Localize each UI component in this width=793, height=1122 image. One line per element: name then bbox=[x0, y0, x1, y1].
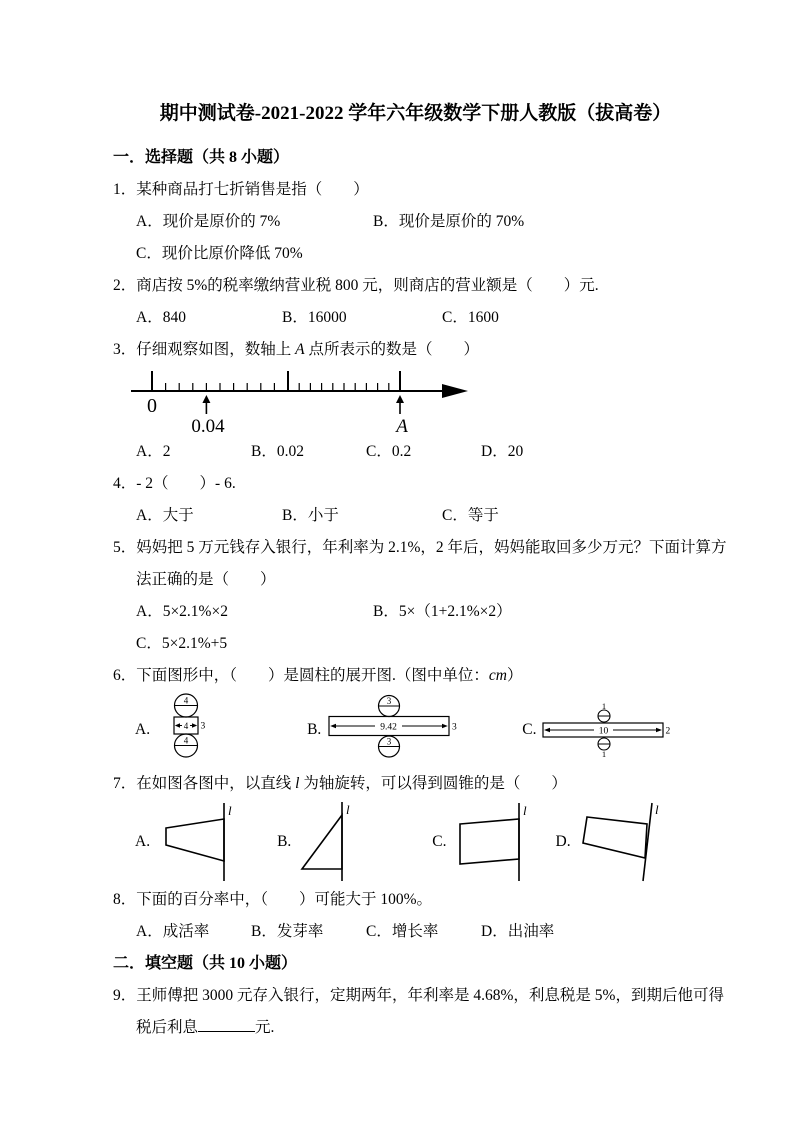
q4-option-c: C．等于 bbox=[442, 507, 499, 524]
q6-figure-a-cylinder-net bbox=[156, 693, 216, 767]
q6-stem-part1: 6．下面图形中，（ ）是圆柱的展开图.（图中单位： bbox=[113, 667, 489, 684]
q3-stem bbox=[113, 334, 733, 366]
q6a-bottom-diameter: 4 bbox=[183, 735, 189, 746]
q1-option-a: A．现价是原价的 7% bbox=[136, 213, 281, 230]
q6-stem-part2: ） bbox=[506, 667, 523, 684]
q7-stem-part2: 为轴旋转，可以得到圆锥的是（ ） bbox=[299, 775, 567, 792]
q5-options-row-2 bbox=[136, 628, 733, 660]
q9-answer-blank bbox=[198, 1017, 255, 1033]
q7-figure-c-label: C. bbox=[432, 833, 447, 850]
q6c-rect-height: 2 bbox=[665, 726, 670, 737]
q8-option-a: A．成活率 bbox=[136, 923, 210, 940]
q5-option-c: C．5×2.1%+5 bbox=[136, 635, 228, 652]
q6c-rect-width: 10 bbox=[598, 726, 608, 737]
q4-option-a: A．大于 bbox=[136, 507, 194, 524]
q3-stem-part2: 点所表示的数是（ ） bbox=[304, 341, 479, 358]
q1-option-b: B．现价是原价的 70% bbox=[373, 213, 525, 230]
q7-stem bbox=[113, 768, 733, 800]
q7-figure-a-trapezoid bbox=[156, 801, 241, 883]
q9-stem-prefix: 税后利息 bbox=[136, 1019, 199, 1036]
q6-stem-unit: cm bbox=[488, 667, 507, 684]
q2-option-c: C．1600 bbox=[442, 309, 499, 326]
q3-stem-part1: 3．仔细观察如图，数轴上 bbox=[113, 341, 296, 358]
q6-figures-row bbox=[135, 692, 733, 768]
q1-options-row-2 bbox=[136, 238, 733, 270]
q8-option-b: B．发芽率 bbox=[251, 923, 324, 940]
q3-option-a: A．2 bbox=[136, 443, 171, 460]
q8-options-row bbox=[136, 916, 733, 948]
q3-options-row bbox=[136, 436, 733, 468]
section-fill-heading: 二．填空题（共 10 小题） bbox=[113, 955, 298, 972]
q6-figure-c-label: C. bbox=[522, 721, 537, 738]
q7-figure-d-label: D. bbox=[555, 833, 571, 850]
q6b-rect-height: 3 bbox=[452, 722, 458, 733]
q7-figure-a-label: A. bbox=[135, 833, 151, 850]
section-choice-heading: 一．选择题（共 8 小题） bbox=[113, 149, 290, 166]
q7-figure-c-rectangle bbox=[451, 801, 536, 883]
q6b-bottom-diameter: 3 bbox=[387, 736, 392, 747]
q2-options-row bbox=[136, 302, 733, 334]
q6-stem bbox=[113, 660, 733, 692]
q6b-top-diameter: 3 bbox=[387, 696, 392, 706]
q7a-axis-label: l bbox=[228, 803, 232, 818]
q7-figure-b-label: B. bbox=[277, 833, 292, 850]
q5-stem-line2: 法正确的是（ ） bbox=[136, 571, 276, 588]
q6a-rect-width: 4 bbox=[183, 720, 189, 731]
q1-option-c: C．现价比原价降低 70% bbox=[136, 245, 303, 262]
q5-stem-line1: 5．妈妈把 5 万元钱存入银行，年利率为 2.1%，2 年后，妈妈能取回多少万元？下面计算方 bbox=[113, 539, 727, 556]
q3-option-d: D．20 bbox=[481, 443, 524, 460]
q5-option-a: A．5×2.1%×2 bbox=[136, 603, 228, 620]
q5-options-row-1 bbox=[136, 596, 733, 628]
q6c-top-diameter: 1 bbox=[601, 701, 606, 711]
q9-stem-line2 bbox=[136, 1012, 733, 1044]
q3-stem-var-a: A bbox=[295, 341, 305, 358]
q6-figure-b-label: B. bbox=[307, 721, 322, 738]
origin-label: 0 bbox=[147, 395, 157, 417]
q9-stem-suffix: 元. bbox=[255, 1019, 275, 1036]
q3-option-c: C．0.2 bbox=[366, 443, 412, 460]
q8-option-c: C．增长率 bbox=[366, 923, 439, 940]
q2-option-a: A．840 bbox=[136, 309, 186, 326]
q3-number-line-figure bbox=[128, 366, 733, 436]
q7-stem-axis-var: l bbox=[295, 775, 300, 792]
q6c-bottom-diameter: 1 bbox=[601, 749, 606, 759]
q7d-axis-label: l bbox=[654, 802, 659, 817]
q4-options-row bbox=[136, 500, 733, 532]
number-line-svg bbox=[128, 366, 473, 436]
q8-option-d: D．出油率 bbox=[481, 923, 555, 940]
q9-stem-line1: 9．王师傅把 3000 元存入银行，定期两年，年利率是 4.68%，利息税是 5%，到期后他可得 bbox=[113, 987, 724, 1004]
doc-title: 期中测试卷-2021-2022 学年六年级数学下册人教版（拔高卷） bbox=[159, 103, 672, 124]
q1-stem: 1．某种商品打七折销售是指（ ） bbox=[113, 181, 369, 198]
q6-figure-b-cylinder-net bbox=[325, 693, 460, 767]
point-label: 0.04 bbox=[191, 416, 225, 437]
q6-figure-a-label: A. bbox=[135, 721, 151, 738]
q4-stem: 4．- 2（ ）- 6. bbox=[113, 475, 236, 492]
axis-arrowhead bbox=[442, 384, 468, 398]
q7-figures-row bbox=[135, 800, 733, 884]
q6b-rect-width: 9.42 bbox=[380, 722, 398, 733]
q4-option-b: B．小于 bbox=[282, 507, 339, 524]
q7-stem-part1: 7．在如图各图中，以直线 bbox=[113, 775, 296, 792]
q6-figure-c-cylinder-net bbox=[541, 701, 669, 759]
q3-option-b: B．0.02 bbox=[251, 443, 304, 460]
a-label: A bbox=[396, 416, 408, 437]
q6a-top-diameter: 4 bbox=[183, 695, 189, 706]
q7-figure-b-triangle bbox=[295, 801, 360, 883]
q1-options-row-1 bbox=[136, 206, 733, 238]
q2-option-b: B．16000 bbox=[282, 309, 347, 326]
q6a-rect-height: 3 bbox=[200, 721, 206, 732]
q7-figure-d-quadrilateral bbox=[575, 801, 660, 883]
q8-stem: 8．下面的百分率中，（ ）可能大于 100%。 bbox=[113, 891, 433, 908]
q7b-axis-label: l bbox=[346, 802, 350, 817]
q5-option-b: B．5×（1+2.1%×2） bbox=[373, 603, 512, 620]
q7c-axis-label: l bbox=[522, 803, 527, 818]
q2-stem: 2．商店按 5%的税率缴纳营业税 800 元，则商店的营业额是（ ）元. bbox=[113, 277, 599, 294]
